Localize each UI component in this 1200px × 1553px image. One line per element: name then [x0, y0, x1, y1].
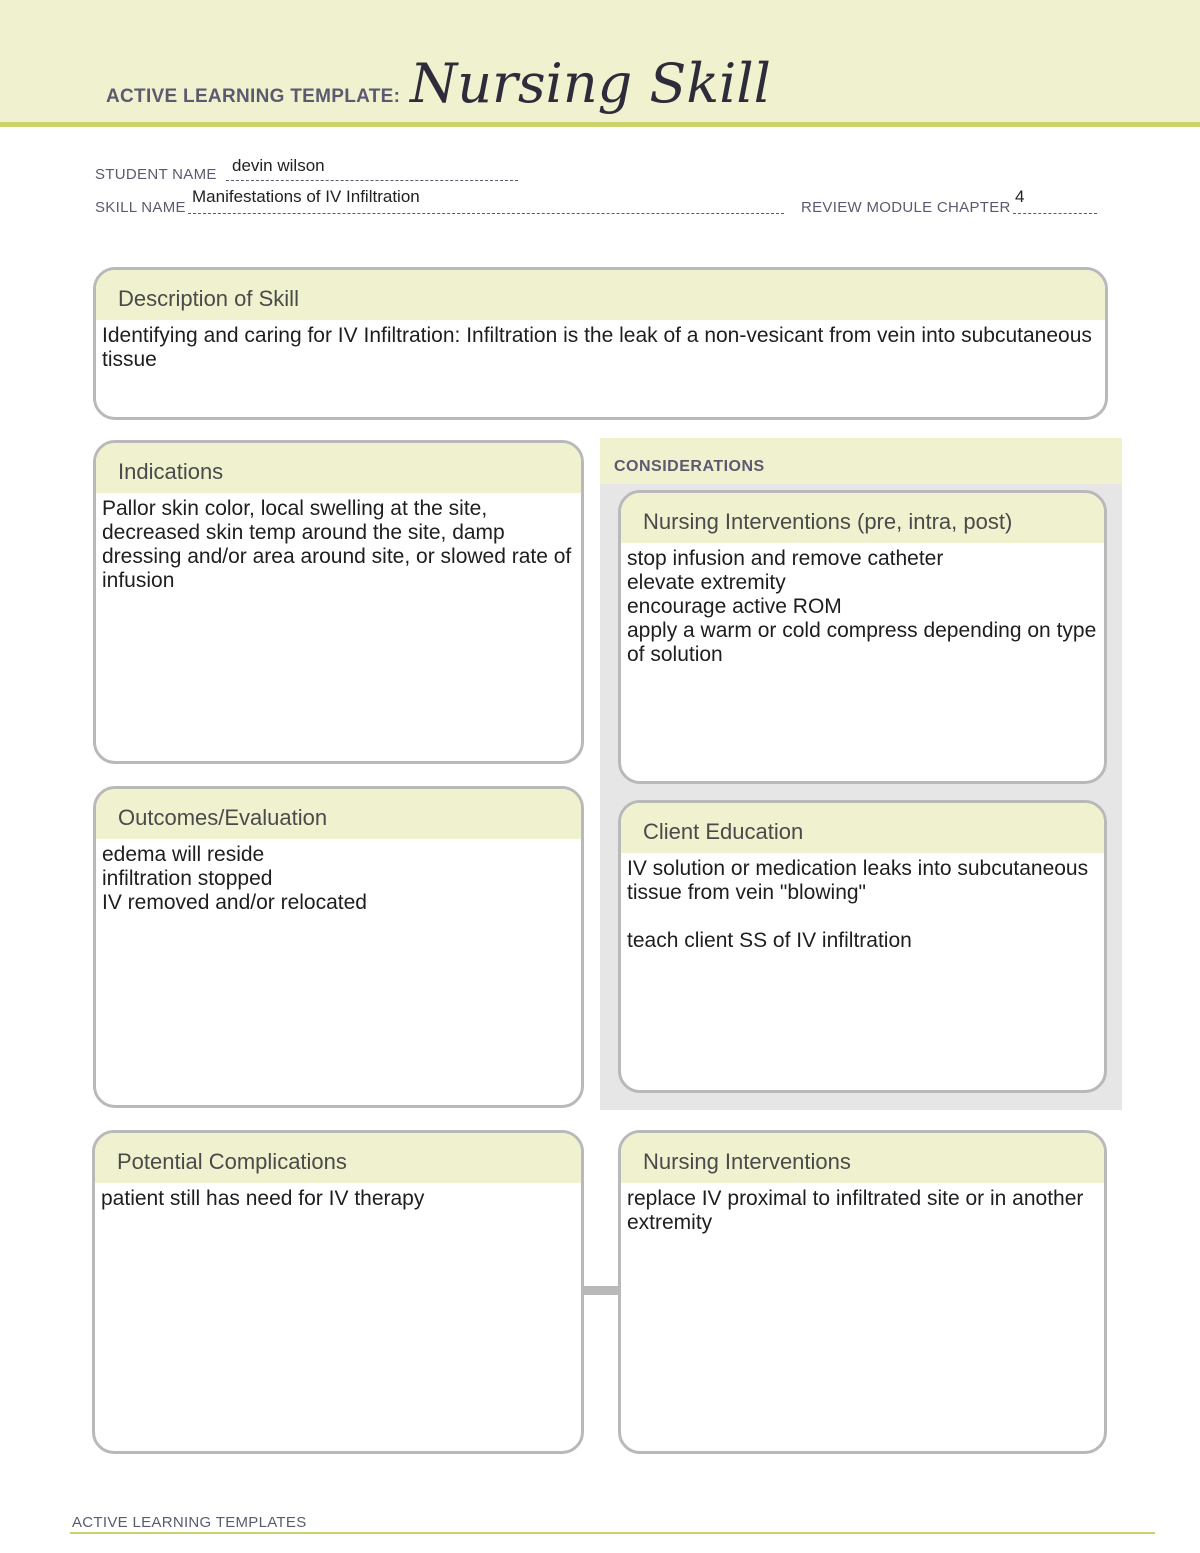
indications-heading: Indications: [96, 443, 581, 493]
interventions-heading: Nursing Interventions: [621, 1133, 1104, 1183]
considerations-interventions-text[interactable]: stop infusion and remove catheter elevate extremity encourage active ROM apply a warm or cold compress depending on type of solution: [627, 547, 1097, 666]
footer-label: ACTIVE LEARNING TEMPLATES: [72, 1514, 307, 1531]
header-divider: [0, 122, 1200, 127]
client-education-text[interactable]: IV solution or medication leaks into subcutaneous tissue from vein "blowing" teach client SS of IV infiltration: [627, 857, 1089, 952]
chapter-label: REVIEW MODULE CHAPTER: [801, 199, 1011, 216]
skill-name-label: SKILL NAME: [95, 199, 186, 216]
skill-name-line: [188, 213, 784, 214]
complications-heading: Potential Complications: [95, 1133, 581, 1183]
interventions-text[interactable]: replace IV proximal to infiltrated site or in another extremity: [627, 1187, 1090, 1234]
student-name-field[interactable]: devin wilson: [232, 156, 325, 175]
outcomes-text[interactable]: edema will reside infiltration stopped IV removed and/or relocated: [102, 843, 367, 914]
chapter-field[interactable]: 4: [1015, 187, 1025, 206]
considerations-interventions-box: [618, 490, 1107, 784]
skill-name-field[interactable]: Manifestations of IV Infiltration: [192, 187, 420, 206]
considerations-label: CONSIDERATIONS: [614, 458, 765, 475]
indications-box: [93, 440, 584, 764]
outcomes-box: [93, 786, 584, 1108]
considerations-interventions-heading: Nursing Interventions (pre, intra, post): [621, 493, 1104, 543]
template-label: ACTIVE LEARNING TEMPLATE:: [106, 86, 401, 107]
student-name-line: [226, 180, 518, 181]
client-education-heading: Client Education: [621, 803, 1104, 853]
complications-text[interactable]: patient still has need for IV therapy: [101, 1187, 425, 1210]
description-box: [93, 267, 1108, 420]
description-heading: Description of Skill: [96, 270, 1105, 320]
chapter-line: [1013, 213, 1097, 214]
page-title: Nursing Skill: [410, 52, 771, 115]
client-education-box: [618, 800, 1107, 1093]
footer-divider: [70, 1532, 1155, 1534]
box-connector: [582, 1286, 622, 1295]
indications-text[interactable]: Pallor skin color, local swelling at the site, decreased skin temp around the site, damp dressing and/or area around site, or slowed rate of infusion: [102, 497, 578, 592]
interventions-box: [618, 1130, 1107, 1454]
student-name-label: STUDENT NAME: [95, 166, 217, 183]
description-text[interactable]: Identifying and caring for IV Infiltration: Infiltration is the leak of a non-vesicant from vein into subcutaneous tissue: [102, 324, 1098, 371]
outcomes-heading: Outcomes/Evaluation: [96, 789, 581, 839]
complications-box: [92, 1130, 584, 1454]
